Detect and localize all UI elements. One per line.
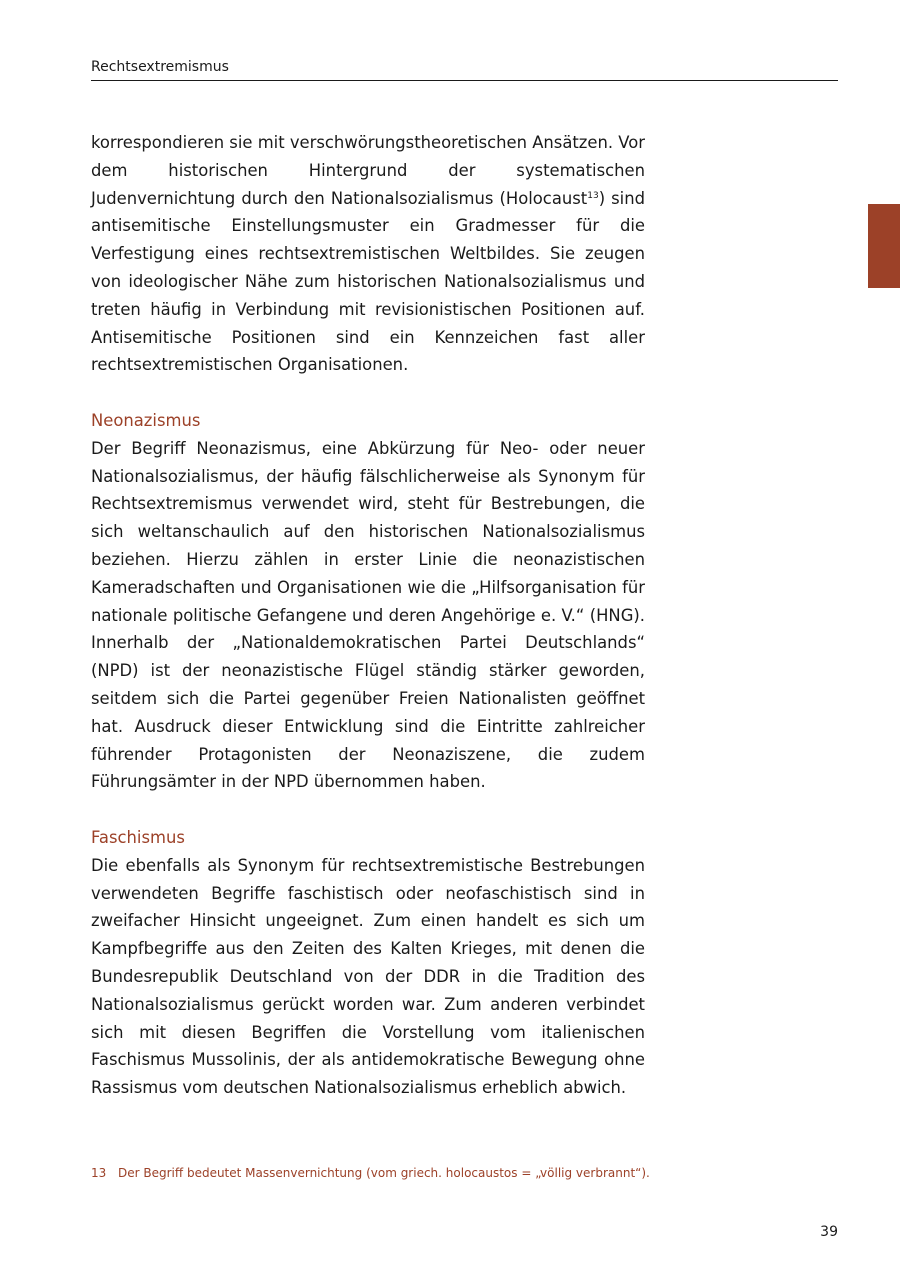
chapter-tab-marker [868, 204, 900, 288]
footnote-number: 13 [91, 1166, 107, 1180]
intro-paragraph [91, 129, 645, 379]
footnote [91, 1165, 791, 1181]
body-column [91, 129, 645, 1102]
intro-text-part-2: ) sind antisemitische Einstellungsmuster ein Gradmesser für die Verfestigung eines rechtsextremistischen Weltbildes. Sie zeugen von ideologischer Nähe zum historischen Nationalsozialismus und treten häufig in Verbindung mit revisionistischen Positionen auf. Antisemitische Positionen sind ein Kennzeichen fast aller rechtsextremistischen Organisationen. [91, 188, 646, 375]
header-rule [91, 80, 838, 81]
section-heading-neonazismus: Neonazismus [91, 410, 201, 430]
section-paragraph-faschismus: Die ebenfalls als Synonym für rechtsextremistische Bestrebungen verwendeten Begriffe faschistisch oder neofaschistisch sind in zweifacher Hinsicht ungeeignet. Zum einen handelt es sich um Kampfbegriffe aus den Zeiten des Kalten Krieges, mit denen die Bundesrepublik Deutschland von der DDR in die Tradition des Nationalsozialismus gerückt worden war. Zum anderen verbindet sich mit diesen Begriffen die Vorstellung vom italienischen Faschismus Mussolinis, der als antidemokratische Bewegung ohne Rassismus vom deutschen Nationalsozialismus erheblich abwich. [91, 855, 645, 1098]
running-head: Rechtsextremismus [91, 59, 229, 75]
page-number: 39 [820, 1224, 838, 1240]
section-paragraph-neonazismus: Der Begriff Neonazismus, eine Abkürzung für Neo- oder neuer Nationalsozialismus, der häufig fälschlicherweise als Synonym für Rechtsextremismus verwendet wird, steht für Bestrebungen, die sich weltanschaulich auf den historischen Nationalsozialismus beziehen. Hierzu zählen in erster Linie die neonazistischen Kameradschaften und Organisationen wie die „Hilfsorganisation für nationale politische Gefangene und deren Angehörige e. V.“ (HNG). Innerhalb der „Nationaldemokratischen Partei Deutschlands“ (NPD) ist der neonazistische Flügel ständig stärker geworden, seitdem sich die Partei gegenüber Freien Nationalisten geöffnet hat. Ausdruck dieser Entwicklung sind die Eintritte zahlreicher führender Protagonisten der Neonaziszene, die zudem Führungsämter in der NPD übernommen haben. [91, 438, 645, 792]
footnote-text: Der Begriff bedeutet Massenvernichtung (vom griech. holocaustos = „völlig verbrannt“). [118, 1166, 650, 1180]
footnote-reference: 13 [587, 190, 599, 201]
intro-text-part-1: korrespondieren sie mit verschwörungstheoretischen Ansätzen. Vor dem historischen Hintergrund der systematischen Judenvernichtung durch den Nationalsozialismus (Holocaust [91, 133, 646, 208]
section-heading-faschismus: Faschismus [91, 827, 185, 847]
